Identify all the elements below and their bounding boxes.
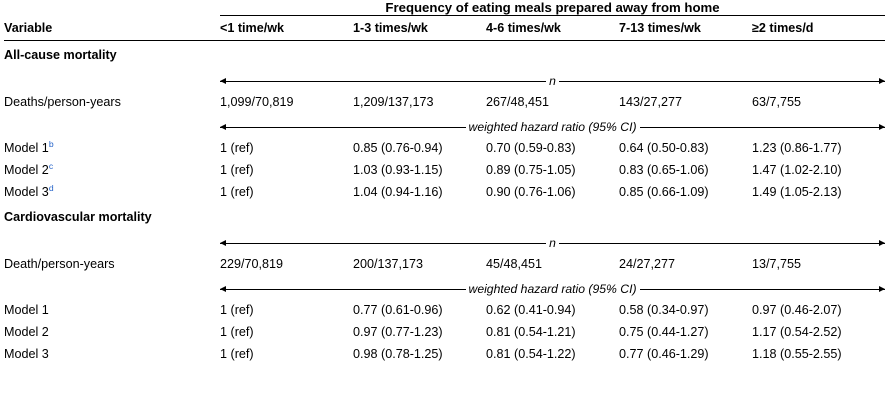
cell-counts-cardiovascular-3: 45/48,451	[486, 257, 543, 271]
row-label-deaths-person-years-all-cause: Deaths/person-years	[4, 95, 121, 109]
section-title-all-cause: All-cause mortality	[4, 48, 117, 62]
arrow-row-spacer-4	[4, 275, 220, 299]
cell-model1-cardiovascular-5: 0.97 (0.46-2.07)	[752, 303, 842, 317]
row-label-model3-cardiovascular: Model 3	[4, 347, 49, 361]
hr-arrow-label-cardiovascular: weighted hazard ratio (95% CI)	[466, 282, 640, 296]
row-label-model2-all-cause	[4, 159, 220, 181]
cell-model2-cardiovascular-3: 0.81 (0.54-1.21)	[486, 325, 576, 339]
cell-model1-cardiovascular-2: 0.77 (0.61-0.96)	[353, 303, 443, 317]
cell-model1-all-cause-4: 0.64 (0.50-0.83)	[619, 141, 709, 155]
column-header-4: 7-13 times/wk	[619, 16, 752, 41]
column-header-2: 1-3 times/wk	[353, 16, 486, 41]
footnote-marker-c: c	[48, 160, 54, 171]
cell-model2-all-cause-1: 1 (ref)	[220, 163, 254, 177]
cell-counts-cardiovascular-5: 13/7,755	[752, 257, 802, 271]
cell-model3-all-cause-4: 0.85 (0.66-1.09)	[619, 185, 709, 199]
table-row-death-person-years-cardiovascular	[4, 253, 885, 275]
results-table	[4, 0, 885, 365]
cell-model2-cardiovascular-1: 1 (ref)	[220, 325, 254, 339]
cell-model1-all-cause-2: 0.85 (0.76-0.94)	[353, 141, 443, 155]
cell-model1-cardiovascular-4: 0.58 (0.34-0.97)	[619, 303, 709, 317]
cell-model1-cardiovascular-3: 0.62 (0.41-0.94)	[486, 303, 576, 317]
arrow-row-spacer-1	[4, 67, 220, 91]
row-label-model2-cardiovascular: Model 2	[4, 325, 49, 339]
row-label-model1-cardiovascular: Model 1	[4, 303, 49, 317]
table-spanner-row	[4, 0, 885, 16]
table-row-model1-all-cause	[4, 137, 885, 159]
n-arrow-label-cardiovascular: n	[546, 236, 559, 250]
column-header-3: 4-6 times/wk	[486, 16, 619, 41]
cell-model1-all-cause-5: 1.23 (0.86-1.77)	[752, 141, 842, 155]
arrow-row-spacer-2	[4, 113, 220, 137]
row-label-model3-all-cause	[4, 181, 220, 203]
footnote-marker-b: b	[48, 138, 54, 149]
cell-counts-all-cause-5: 63/7,755	[752, 95, 802, 109]
n-arrow-line-all-cause	[220, 74, 885, 89]
hr-arrow-row-all-cause	[4, 113, 885, 137]
spanner-empty-cell	[4, 0, 220, 16]
table-row-deaths-person-years-all-cause	[4, 91, 885, 113]
hr-arrow-cell-all-cause	[220, 113, 885, 137]
cell-counts-all-cause-4: 143/27,277	[619, 95, 683, 109]
cell-model1-all-cause-3: 0.70 (0.59-0.83)	[486, 141, 576, 155]
cell-counts-cardiovascular-2: 200/137,173	[353, 257, 424, 271]
table-row-model3-cardiovascular	[4, 343, 885, 365]
section-title-cardiovascular: Cardiovascular mortality	[4, 210, 152, 224]
table-row-model2-all-cause	[4, 159, 885, 181]
section-title-row-all-cause	[4, 41, 885, 68]
section-title-row-cardiovascular	[4, 203, 885, 229]
row-label-text: Model 1	[4, 141, 49, 155]
hr-arrow-row-cardiovascular	[4, 275, 885, 299]
cell-model3-cardiovascular-4: 0.77 (0.46-1.29)	[619, 347, 709, 361]
hr-arrow-line-cardiovascular	[220, 282, 885, 297]
n-arrow-label-all-cause: n	[546, 74, 559, 88]
n-arrow-row-all-cause	[4, 67, 885, 91]
cell-model3-all-cause-3: 0.90 (0.76-1.06)	[486, 185, 576, 199]
column-header-5: ≥2 times/d	[752, 16, 885, 41]
column-header-variable: Variable	[4, 16, 220, 41]
footnote-marker-d: d	[48, 182, 54, 193]
cell-model2-all-cause-5: 1.47 (1.02-2.10)	[752, 163, 842, 177]
cell-counts-cardiovascular-1: 229/70,819	[220, 257, 284, 271]
spanner-label: Frequency of eating meals prepared away from home	[220, 0, 885, 16]
table-row-model3-all-cause	[4, 181, 885, 203]
row-label-text: Model 3	[4, 185, 49, 199]
cell-counts-all-cause-2: 1,209/137,173	[353, 95, 434, 109]
cell-model1-all-cause-1: 1 (ref)	[220, 141, 254, 155]
cell-model2-cardiovascular-5: 1.17 (0.54-2.52)	[752, 325, 842, 339]
cell-model2-cardiovascular-4: 0.75 (0.44-1.27)	[619, 325, 709, 339]
hr-arrow-cell-cardiovascular	[220, 275, 885, 299]
table-header-row	[4, 16, 885, 41]
row-label-text: Model 2	[4, 163, 49, 177]
cell-counts-cardiovascular-4: 24/27,277	[619, 257, 676, 271]
cell-model3-cardiovascular-2: 0.98 (0.78-1.25)	[353, 347, 443, 361]
cell-model3-cardiovascular-1: 1 (ref)	[220, 347, 254, 361]
cell-model1-cardiovascular-1: 1 (ref)	[220, 303, 254, 317]
column-header-1: <1 time/wk	[220, 16, 353, 41]
row-label-model1-all-cause	[4, 137, 220, 159]
cell-model3-all-cause-1: 1 (ref)	[220, 185, 254, 199]
cell-model2-all-cause-4: 0.83 (0.65-1.06)	[619, 163, 709, 177]
n-arrow-row-cardiovascular	[4, 229, 885, 253]
cell-counts-all-cause-3: 267/48,451	[486, 95, 550, 109]
n-arrow-cell-all-cause	[220, 67, 885, 91]
cell-model3-all-cause-2: 1.04 (0.94-1.16)	[353, 185, 443, 199]
hr-arrow-label-all-cause: weighted hazard ratio (95% CI)	[466, 120, 640, 134]
arrow-row-spacer-3	[4, 229, 220, 253]
cell-model3-cardiovascular-3: 0.81 (0.54-1.22)	[486, 347, 576, 361]
row-label-death-person-years-cardiovascular: Death/person-years	[4, 257, 115, 271]
n-arrow-line-cardiovascular	[220, 236, 885, 251]
cell-counts-all-cause-1: 1,099/70,819	[220, 95, 294, 109]
cell-model3-cardiovascular-5: 1.18 (0.55-2.55)	[752, 347, 842, 361]
cell-model2-all-cause-2: 1.03 (0.93-1.15)	[353, 163, 443, 177]
table-row-model2-cardiovascular	[4, 321, 885, 343]
cell-model2-all-cause-3: 0.89 (0.75-1.05)	[486, 163, 576, 177]
hr-arrow-line-all-cause	[220, 120, 885, 135]
n-arrow-cell-cardiovascular	[220, 229, 885, 253]
table-row-model1-cardiovascular	[4, 299, 885, 321]
cell-model3-all-cause-5: 1.49 (1.05-2.13)	[752, 185, 842, 199]
cell-model2-cardiovascular-2: 0.97 (0.77-1.23)	[353, 325, 443, 339]
